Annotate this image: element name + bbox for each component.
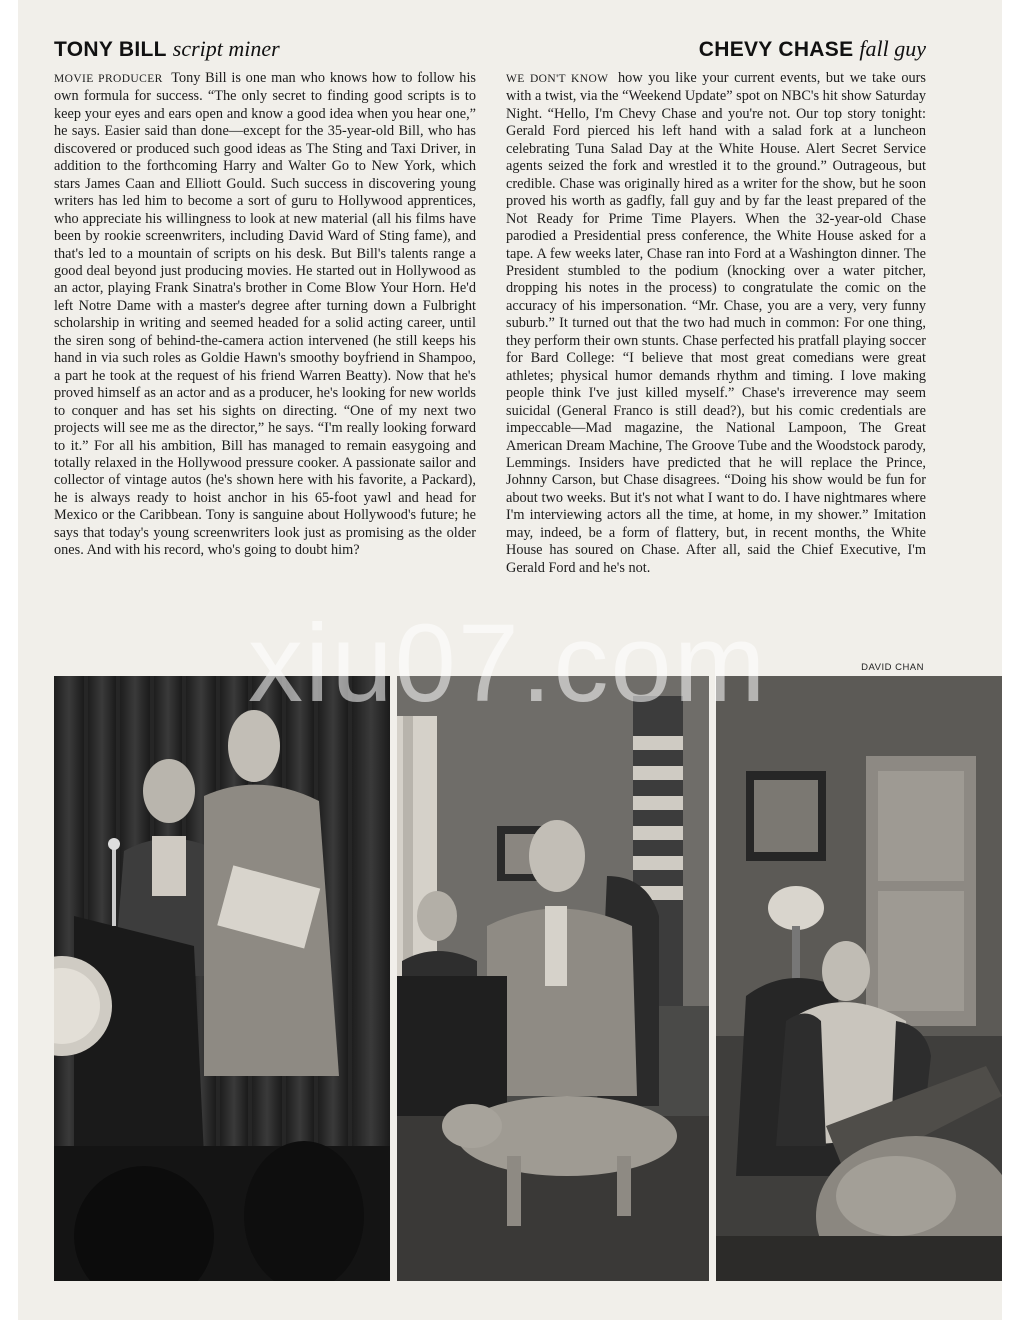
photo-oval-office: [397, 676, 709, 1281]
magazine-page: [18, 0, 1002, 1320]
chevy-chase-lead: WE DON'T KNOW: [506, 73, 609, 85]
chevy-chase-subtitle: fall guy: [859, 36, 926, 61]
oval-office-image: [397, 676, 709, 1281]
chevy-chase-body: how you like your current events, but we take ours with a twist, via the “Weekend Update” spot on NBC's hit show Saturday Night. “Hello, I'm Chevy Chase and you're not. Our top story tonight: Gerald Ford pierced his left hand with a salad fork at a luncheon celebrating Tuna Salad Day at the White House. Alert Secret Service agents seized the fork and wrestled it to the ground.” Outrageous, but credible. Chase was originally hired as a writer for the show, but he soon proved his worth as gadfly, fall guy and by far the least prepared of the Not Ready for Prime Time Players. When the 32-year-old Chase parodied a Presidential press conference, the White House asked for a tape. A few weeks later, Chase ran into Ford at a Washington dinner. The President stumbled to the podium (knocking over a water pitcher, dropping his notes in the process) to congratulate the comic on the accuracy of his impersonation. “Mr. Chase, you are a very, very funny suburb.” It turned out that the two had much in common: For one thing, they perform their own stunts. Chase perfected his pratfall playing soccer for Bard College: “I believe that most great comedians were great athletes; physical humor demands rhythm and timing. I love making people think I've just killed myself.” Chase's irreverence may seem suicidal (General Franco is still dead?), but his comic credentials are impeccable—Mad magazine, the National Lampoon, The Great American Dream Machine, The Groove Tube and the Woodstock parody, Lemmings. Insiders have predicted that he will replace the Prince, Johnny Carson, but Chase disagrees. “Doing his show would be fun for about two weeks. But it's not what I want to do. I have nightmares where I'm interviewing actors all the time, at home, in my shower.” Imitation may, indeed, be a form of flattery, but, in recent months, the White House has soured on Chase. After all, said the Chief Executive, I'm Gerald Ford and he's not.: [506, 70, 926, 576]
chevy-chase-name: CHEVY CHASE: [698, 38, 854, 61]
tony-bill-body: Tony Bill is one man who knows how to follow his own formula for success. “The only secret to finding good scripts is to keep your eyes and ears open and know a good idea when you hear one,” he says. Easier said than done—except for the 35-year-old Bill, who has discovered or produced such good ideas as The Sting and Taxi Driver, in addition to the forthcoming Harry and Walter Go to New York, which stars James Caan and Elliott Gould. Such success in discovering young writers has led him to become a sort of guru to Hollywood apprentices, who appreciate his willingness to look at new material (all his films have been by rookie screenwriters, including David Ward of Sting fame), and that's led to a mountain of scripts on his desk. But Bill's talents range a good deal beyond just producing movies. He started out in Hollywood as an actor, playing Frank Sinatra's brother in Come Blow Your Horn. He'd left Notre Dame with a master's degree after turning down a Fulbright scholarship in writing and seemed headed for a solid acting career, until the siren song of behind-the-camera action intervened (he still keeps his hand in via such roles as Goldie Hawn's smoothy boyfriend in Shampoo, a part he took at the request of his friend Warren Beatty). Now that he's proved himself as an actor and as a producer, he's looking for new worlds to conquer and has set his sights on directing. “One of my next two projects will see me as the director,” he says. “I'm really looking forward to it.” For all his ambition, Bill has managed to remain easygoing and totally relaxed in the Hollywood pressure cooker. A passionate sailor and collector of vintage autos (he's shown here with his favorite, a Packard), he is always ready to hoist anchor in his 65-foot yawl and head for Mexico or the Caribbean. Tony is sanguine about Hollywood's future; he says that today's young screenwriters look just as promising as the older ones. And with his record, who's going to doubt him?: [54, 70, 476, 559]
photo-reclining: [716, 676, 1002, 1281]
tony-bill-lead: MOVIE PRODUCER: [54, 73, 163, 85]
chevy-chase-heading: [699, 36, 926, 62]
chevy-chase-article: [506, 70, 926, 644]
tony-bill-heading: [54, 36, 280, 62]
tony-bill-article: [54, 70, 476, 644]
reclining-image: [716, 676, 1002, 1281]
photo-press-conference: [54, 676, 390, 1281]
photo-credit: DAVID CHAN: [861, 662, 924, 673]
tony-bill-name: TONY BILL: [54, 38, 167, 61]
tony-bill-subtitle: script miner: [172, 36, 280, 61]
press-conference-image: [54, 676, 390, 1281]
watermark: xiu07.com: [248, 602, 768, 725]
